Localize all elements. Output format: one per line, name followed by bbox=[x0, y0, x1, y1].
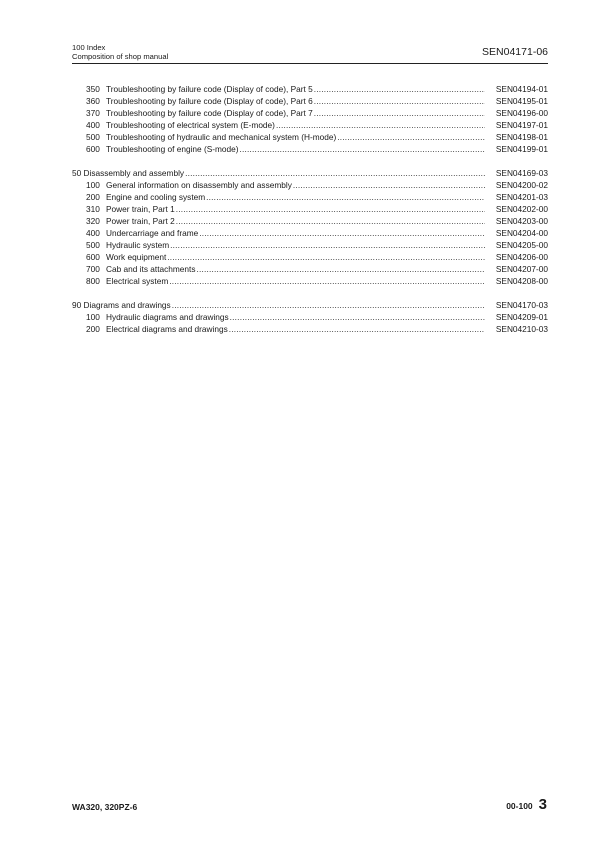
toc-item-title: Undercarriage and frame bbox=[106, 228, 199, 238]
toc-item-code: SEN04208-00 bbox=[495, 276, 548, 286]
section-spacer bbox=[72, 287, 548, 299]
toc-item-number: 400 bbox=[86, 120, 100, 130]
toc-item-title: General information on disassembly and assembly bbox=[106, 180, 292, 190]
toc-item-code: SEN04203-00 bbox=[495, 216, 548, 226]
toc-item-code: SEN04210-03 bbox=[495, 324, 548, 334]
dot-leader bbox=[176, 203, 485, 215]
toc-item-title: Troubleshooting of hydraulic and mechanical system (H-mode) bbox=[106, 132, 337, 142]
toc-item-title: Power train, Part 2 bbox=[106, 216, 175, 226]
toc-item-title: Work equipment bbox=[106, 252, 167, 262]
dot-leader bbox=[196, 263, 485, 275]
dot-leader bbox=[293, 179, 485, 191]
toc-item-number: 350 bbox=[86, 84, 100, 94]
toc-item-number: 310 bbox=[86, 204, 100, 214]
toc-item-number: 600 bbox=[86, 252, 100, 262]
toc-item bbox=[72, 323, 548, 335]
toc-item bbox=[72, 83, 548, 95]
toc-item bbox=[72, 275, 548, 287]
toc-item-title: Troubleshooting of electrical system (E-mode) bbox=[106, 120, 275, 130]
toc-item-title: Hydraulic diagrams and drawings bbox=[106, 312, 229, 322]
toc-section-code: SEN04169-03 bbox=[495, 168, 548, 178]
header-title-block bbox=[72, 43, 168, 61]
toc-item-code: SEN04200-02 bbox=[495, 180, 548, 190]
toc-item-number: 100 bbox=[86, 312, 100, 322]
toc-item-title: Electrical diagrams and drawings bbox=[106, 324, 228, 334]
dot-leader bbox=[276, 119, 485, 131]
toc-section-heading bbox=[72, 299, 548, 311]
toc-item-number: 400 bbox=[86, 228, 100, 238]
toc-item-title: Cab and its attachments bbox=[106, 264, 196, 274]
header-index-label: 100 Index bbox=[72, 43, 106, 52]
dot-leader bbox=[176, 215, 485, 227]
toc-item-title: Power train, Part 1 bbox=[106, 204, 175, 214]
toc-item-code: SEN04197-01 bbox=[495, 120, 548, 130]
toc-item bbox=[72, 131, 548, 143]
toc-item bbox=[72, 107, 548, 119]
toc-item-number: 500 bbox=[86, 240, 100, 250]
toc-item-number: 360 bbox=[86, 96, 100, 106]
dot-leader bbox=[206, 191, 485, 203]
toc-item bbox=[72, 311, 548, 323]
dot-leader bbox=[314, 107, 485, 119]
toc-item-code: SEN04206-00 bbox=[495, 252, 548, 262]
dot-leader bbox=[337, 131, 485, 143]
toc-item-code: SEN04207-00 bbox=[495, 264, 548, 274]
footer-page-info bbox=[506, 796, 547, 813]
dot-leader bbox=[314, 83, 485, 95]
dot-leader bbox=[167, 251, 485, 263]
dot-leader bbox=[172, 299, 485, 311]
header-document-code: SEN04171-06 bbox=[482, 46, 548, 58]
toc-item-title: Troubleshooting by failure code (Display of code), Part 6 bbox=[106, 96, 313, 106]
footer-model-name: WA320, 320PZ-6 bbox=[72, 802, 138, 812]
toc-item-code: SEN04196-00 bbox=[495, 108, 548, 118]
toc-section-title: 90 Diagrams and drawings bbox=[72, 300, 171, 310]
page-header bbox=[72, 43, 548, 64]
dot-leader bbox=[169, 275, 485, 287]
toc-item-title: Hydraulic system bbox=[106, 240, 170, 250]
toc-item-number: 370 bbox=[86, 108, 100, 118]
toc-item-code: SEN04209-01 bbox=[495, 312, 548, 322]
toc-item bbox=[72, 95, 548, 107]
toc-item bbox=[72, 215, 548, 227]
toc-item-code: SEN04205-00 bbox=[495, 240, 548, 250]
toc-item bbox=[72, 179, 548, 191]
toc-section-title: 50 Disassembly and assembly bbox=[72, 168, 185, 178]
toc-item-number: 800 bbox=[86, 276, 100, 286]
toc-item-title: Troubleshooting by failure code (Display of code), Part 5 bbox=[106, 84, 313, 94]
toc-item-number: 500 bbox=[86, 132, 100, 142]
toc-item bbox=[72, 119, 548, 131]
section-spacer bbox=[72, 155, 548, 167]
dot-leader bbox=[230, 311, 485, 323]
toc-item-code: SEN04195-01 bbox=[495, 96, 548, 106]
toc-item-title: Troubleshooting by failure code (Display of code), Part 7 bbox=[106, 108, 313, 118]
dot-leader bbox=[240, 143, 485, 155]
toc-item-code: SEN04204-00 bbox=[495, 228, 548, 238]
dot-leader bbox=[229, 323, 485, 335]
toc-item-number: 320 bbox=[86, 216, 100, 226]
toc-item-code: SEN04201-03 bbox=[495, 192, 548, 202]
toc-item-number: 200 bbox=[86, 192, 100, 202]
table-of-contents bbox=[72, 83, 548, 335]
toc-item-number: 600 bbox=[86, 144, 100, 154]
toc-item-code: SEN04202-00 bbox=[495, 204, 548, 214]
toc-item-code: SEN04198-01 bbox=[495, 132, 548, 142]
toc-item bbox=[72, 263, 548, 275]
dot-leader bbox=[170, 239, 485, 251]
page-number: 3 bbox=[538, 796, 547, 813]
toc-item-title: Engine and cooling system bbox=[106, 192, 206, 202]
dot-leader bbox=[185, 167, 485, 179]
toc-item-title: Electrical system bbox=[106, 276, 169, 286]
dot-leader bbox=[314, 95, 485, 107]
toc-item bbox=[72, 191, 548, 203]
toc-item bbox=[72, 227, 548, 239]
toc-item-title: Troubleshooting of engine (S-mode) bbox=[106, 144, 239, 154]
toc-section-heading bbox=[72, 167, 548, 179]
toc-item-number: 200 bbox=[86, 324, 100, 334]
footer-section-code: 00-100 bbox=[506, 801, 533, 811]
toc-item bbox=[72, 143, 548, 155]
toc-item-number: 100 bbox=[86, 180, 100, 190]
toc-item bbox=[72, 239, 548, 251]
toc-section-code: SEN04170-03 bbox=[495, 300, 548, 310]
toc-item-code: SEN04194-01 bbox=[495, 84, 548, 94]
toc-item bbox=[72, 203, 548, 215]
dot-leader bbox=[199, 227, 485, 239]
toc-item bbox=[72, 251, 548, 263]
toc-item-code: SEN04199-01 bbox=[495, 144, 548, 154]
header-manual-title: Composition of shop manual bbox=[72, 52, 169, 61]
toc-item-number: 700 bbox=[86, 264, 100, 274]
